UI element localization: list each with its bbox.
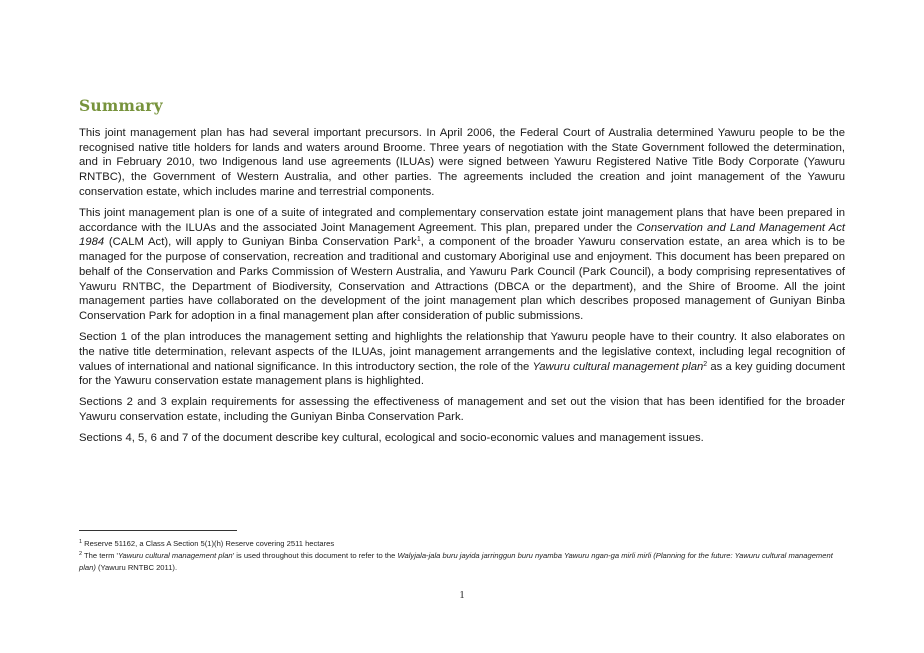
page-number: 1 [459, 590, 465, 601]
text-run: The term ' [82, 551, 118, 561]
body-text [79, 126, 845, 453]
paragraph [79, 431, 845, 446]
text-run: , a component of the broader Yawuru conservation estate, an area which is to be managed for the purpose of conservation, recreation and traditional and customary Aboriginal use and enjoyment. This document has been prepared on behalf of the Conservation and Parks Commission of Western Australia, and Yawuru Park Council (Park Council), a body comprising representatives of Yawuru RNTBC, the Department of Biodiversity, Conservation and Attractions (DBCA or the department), and the Shire of Broome. All the joint management parties have collaborated on the development of the joint management plan which describes proposed management of Guniyan Binba Conservation Park for adoption in a final management plan after consideration of public submissions. [79, 236, 846, 322]
text-run: Reserve 51162, a Class A Section 5(1)(h) Reserve covering 2511 hectares [82, 539, 335, 548]
italic-text: Conservation and Land Management Act 1984 [79, 221, 845, 249]
footnote-reference: 2 [703, 360, 708, 368]
text-run: This joint management plan is one of a suite of integrated and complementary conservation estate joint management plans that have been prepared in accordance with the ILUAs and the associated Joint Management Agreement. This plan, prepared under the [79, 207, 845, 234]
text-run: Sections 2 and 3 explain requirements for assessing the effectiveness of management and set out the vision that has been identified for the broader Yawuru conservation estate, including the Guniyan Binba Conservation Park. [79, 396, 845, 424]
footnote-separator [79, 530, 237, 531]
text-run: (CALM Act), will apply to Guniyan Binba Conservation Park [104, 236, 417, 249]
section-heading: Summary [79, 96, 163, 115]
footnote-reference: 1 [416, 236, 421, 244]
text-run: ' is used throughout this document to refer to the [232, 551, 398, 561]
paragraph [79, 395, 845, 424]
italic-text: Yawuru cultural management plan [532, 360, 704, 373]
text-run: Section 1 of the plan introduces the management setting and highlights the relationship that Yawuru people have to their country. It also elaborates on the native title determination, relevant aspects of the ILUAs, joint management arrangements and the legislative context, including legal recognition of values of international and national significance. In this introductory section, the role of the [79, 331, 845, 373]
italic-text: Walyjala-jala buru jayida jarringgun buru nyamba Yawuru ngan-ga mirli mirli (Planning for the future: Yawuru cultural management plan) [79, 551, 833, 572]
text-run: This joint management plan has had several important precursors. In April 2006, the Federal Court of Australia determined Yawuru people to be the recognised native title holders for lands and waters around Broome. Three years of negotiation with the State Government followed the determination, and in February 2010, two Indigenous land use agreements (ILUAs) were signed between Yawuru Registered Native Title Body Corporate (Yawuru RNTBC), the Government of Western Australia, and other parties. The agreements included the creation and joint management of the Yawuru conservation estate, which includes marine and terrestrial components. [79, 127, 845, 198]
text-run: as a key guiding document for the Yawuru conservation estate management plans is highlighted. [79, 360, 845, 388]
paragraph [79, 126, 845, 200]
footnotes [79, 538, 839, 574]
paragraph [79, 330, 845, 389]
footnote-reference: 2 [79, 551, 83, 558]
footnote-reference: 1 [79, 539, 83, 545]
text-run: Sections 4, 5, 6 and 7 of the document describe key cultural, ecological and socio-economic values and management issues. [79, 432, 704, 445]
paragraph [79, 206, 845, 324]
text-run: (Yawuru RNTBC 2011). [95, 562, 178, 572]
footnote [79, 550, 839, 573]
footnote [79, 538, 839, 549]
italic-text: Yawuru cultural management plan [117, 551, 233, 561]
